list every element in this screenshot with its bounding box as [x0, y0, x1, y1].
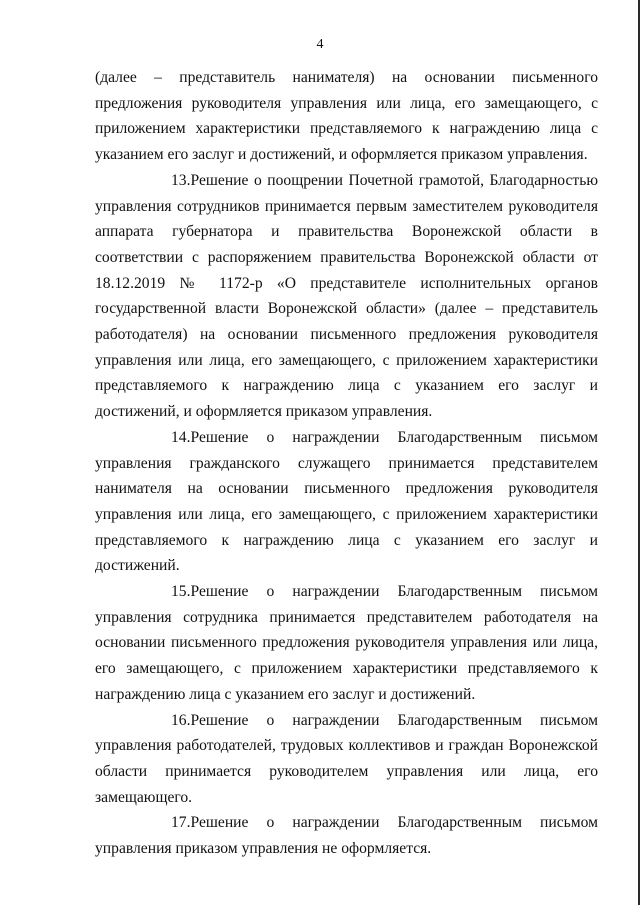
paragraph-text: Решение о поощрении Почетной грамотой, Благодарностью управления сотрудников принимается первым заместителем руководителя аппарата губернатора и правительства Воронежской области в соответствии с распоряжением правительства Воронежской области от 18.12.2019 № 1172-р «О представителе исполнительных органов государственной власти Воронежской области» (далее – представитель работодателя) на основании письменного предложения руководителя управления или лица, его замещающего, с приложением характеристики представляемого к награждению лица с указанием его заслуг и достижений, и оформляется приказом управления.: [95, 171, 598, 421]
paragraph-16: [95, 708, 598, 811]
paragraph-continuation: [95, 65, 598, 168]
document-body: [95, 65, 598, 862]
paragraph-number: 13.: [171, 171, 191, 189]
paragraph-text: Решение о награждении Благодарственным письмом управления сотрудника принимается представителем работодателя на основании письменного предложения руководителя управления или лица, его замещающего, с приложением характеристики представляемого к награждению лица с указанием его заслуг и достижений.: [95, 583, 598, 703]
paragraph-text: Решение о награждении Благодарственным письмом управления работодателей, трудовых коллективов и граждан Воронежской области принимается руководителем управления или лица, его замещающего.: [95, 711, 598, 806]
paragraph-text: Решение о награждении Благодарственным письмом управления гражданского служащего принимается представителем нанимателя на основании письменного предложения руководителя управления или лица, его замещающего, с приложением характеристики представляемого к награждению лица с указанием его заслуг и достижений.: [95, 428, 598, 575]
paragraph-number: 14.: [171, 428, 191, 446]
paragraph-17: [95, 810, 598, 861]
paragraph-15: [95, 579, 598, 708]
paragraph-text: (далее – представитель нанимателя) на основании письменного предложения руководителя управления или лица, его замещающего, с приложением характеристики представляемого к награждению лица с указанием его заслуг и достижений, и оформляется приказом управления.: [95, 69, 598, 164]
paragraph-number: 15.: [171, 583, 191, 601]
paragraph-number: 16.: [171, 711, 191, 729]
paragraph-text: Решение о награждении Благодарственным письмом управления приказом управления не оформляется.: [95, 814, 598, 858]
paragraph-14: [95, 425, 598, 579]
paragraph-number: 17.: [171, 814, 191, 832]
page-number: 4: [316, 37, 324, 52]
paragraph-13: [95, 168, 598, 425]
